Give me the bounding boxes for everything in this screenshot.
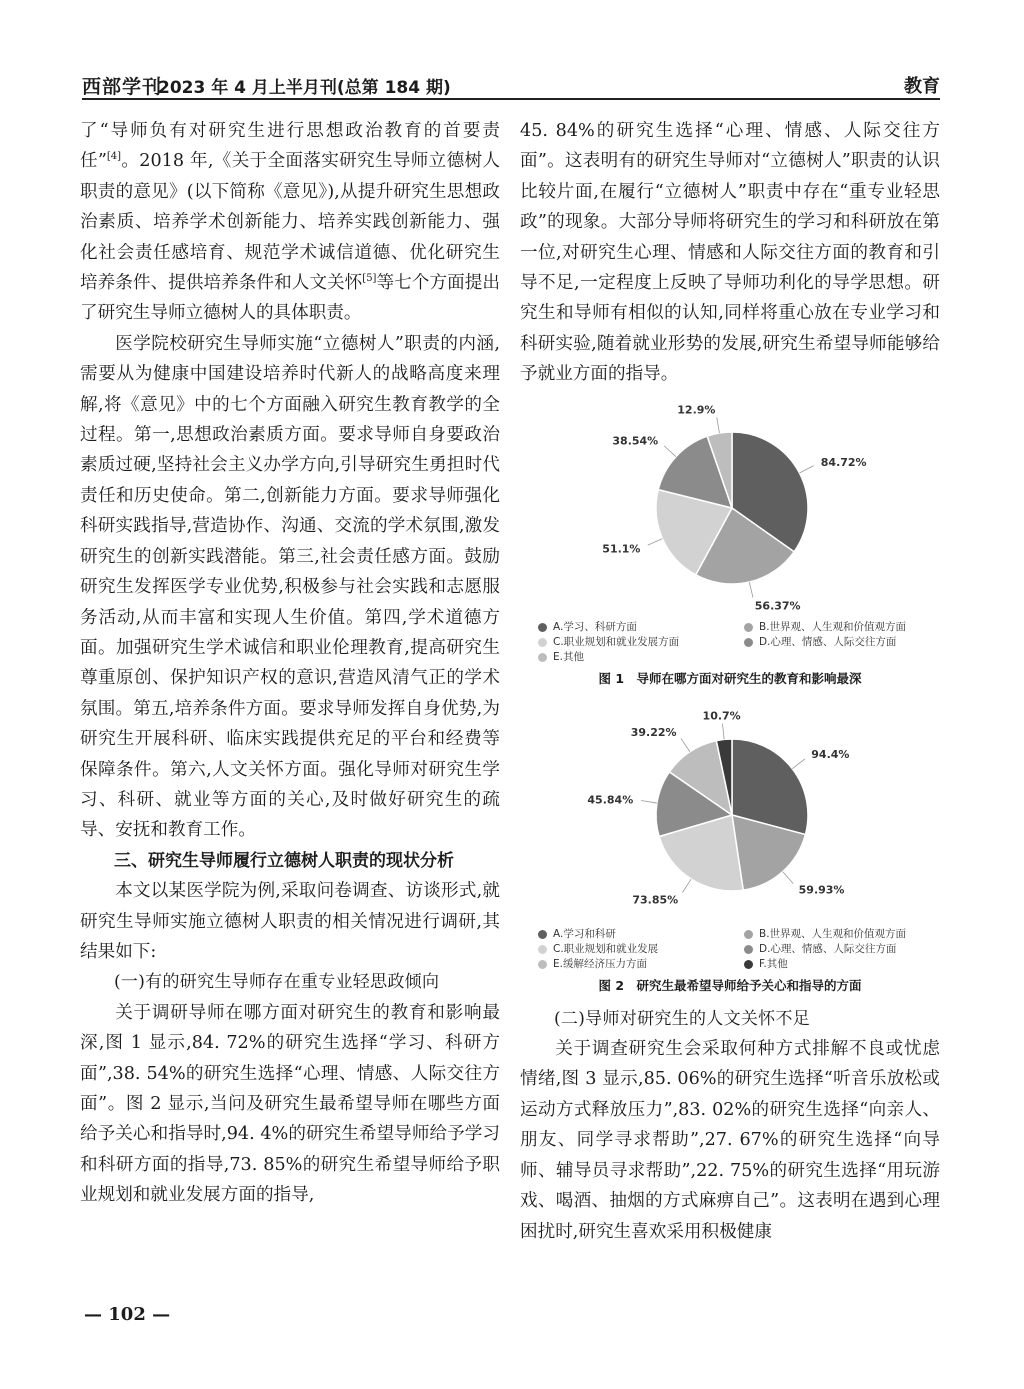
right-column <box>520 116 940 1247</box>
paragraph: 关于调研导师在哪方面对研究生的教育和影响最深,图 1 显示,84. 72%的研究生选择“学习、科研方面”,38. 54%的研究生选择“心理、情感、人际交往方面”。图 2 显示,当问及研究生最希望导师在哪些方面给予关心和指导时,94. 4%的研究生希望导师给予学习和科研方面的指导,73. 85%的研究生希望导师给予职业规划和就业发展方面的指导, <box>80 1002 500 1206</box>
legend-label: C.职业规划和就业发展 <box>553 942 659 955</box>
legend-item <box>538 942 734 957</box>
paragraph: 本文以某医学院为例,采取问卷调查、访谈形式,就研究生导师实施立德树人职责的相关情况进行调研,其结果如下: <box>80 881 500 962</box>
leader-line <box>681 738 690 751</box>
legend-label: B.世界观、人生观和价值观方面 <box>759 620 907 633</box>
legend-item <box>538 957 734 972</box>
legend-item <box>538 927 734 942</box>
pie-value-label: 39.22% <box>630 725 677 739</box>
leader-line <box>783 871 794 883</box>
legend-label: A.学习、科研方面 <box>553 620 637 633</box>
subsection-heading: (一)有的研究生导师存在重专业轻思政倾向 <box>114 972 440 993</box>
issue-info: 2023 年 4 月上半月刊(总第 184 期) <box>158 78 451 98</box>
pie-value-label: 45.84% <box>587 792 634 806</box>
legend-item <box>744 927 940 942</box>
legend-swatch-icon <box>744 638 753 647</box>
pie-chart-2 <box>520 697 940 927</box>
legend-item <box>744 942 940 957</box>
paragraph: 45. 84%的研究生选择“心理、情感、人际交往方面”。这表明有的研究生导师对“立德树人”职责的认识比较片面,在履行“立德树人”职责中存在“重专业轻思政”的现象。大部分导师将研究生的学习和科研放在第一位,对研究生心理、情感和人际交往方面的教育和引导不足,一定程度上反映了导师功利化的导学思想。研究生和导师有相似的认知,同样将重心放在专业学习和科研实验,随着就业形势的发展,研究生希望导师能够给予就业方面的指导。 <box>520 121 940 385</box>
legend-label: F.其他 <box>759 957 788 970</box>
leader-line <box>717 417 720 433</box>
legend-swatch-icon <box>538 960 547 969</box>
leader-line <box>722 723 724 739</box>
subsection-heading: (二)导师对研究生的人文关怀不足 <box>554 1008 811 1029</box>
page-header <box>82 72 940 100</box>
section-name: 教育 <box>904 76 940 97</box>
leader-line <box>683 879 692 892</box>
figure-1 <box>520 390 940 689</box>
citation: [5] <box>362 273 377 285</box>
chart-legend-2 <box>520 927 940 972</box>
pie-value-label: 12.9% <box>677 403 716 417</box>
paragraph: 医学院校研究生导师实施“立德树人”职责的内涵,需要从为健康中国建设培养时代新人的战略高度来理解,将《意见》中的七个方面融入研究生教育教学的全过程。第一,思想政治素质方面。要求导师自身要政治素质过硬,坚持社会主义办学方向,引导研究生勇担时代责任和历史使命。第二,创新能力方面。要求导师强化科研实践指导,营造协作、沟通、交流的学术氛围,激发研究生的创新实践潜能。第三,社会责任感方面。鼓励研究生发挥医学专业优势,积极参与社会实践和志愿服务活动,从而丰富和实现人生价值。第四,学术道德方面。加强研究生学术诚信和职业伦理教育,提高研究生尊重原创、保护知识产权的意识,营造风清气正的学术氛围。第五,培养条件方面。要求导师发挥自身优势,为研究生开展科研、临床实践提供充足的平台和经费等保障条件。第六,人文关怀方面。强化导师对研究生学习、科研、就业等方面的关心,及时做好研究生的疏导、安抚和教育工作。 <box>80 333 500 841</box>
legend-label: E.其他 <box>553 650 584 663</box>
legend-item <box>538 650 734 665</box>
pie-value-label: 94.4% <box>811 747 850 761</box>
left-column <box>80 116 500 1211</box>
legend-label: B.世界观、人生观和价值观方面 <box>759 927 907 940</box>
page-number: — 102 — <box>84 1304 171 1325</box>
legend-swatch-icon <box>744 960 753 969</box>
pie-chart-1 <box>520 390 940 620</box>
figure-caption: 图 1 导师在哪方面对研究生的教育和影响最深 <box>598 670 862 686</box>
pie-value-label: 84.72% <box>820 455 867 469</box>
legend-swatch-icon <box>744 945 753 954</box>
chart-legend-1 <box>520 620 940 665</box>
legend-label: E.缓解经济压力方面 <box>553 957 647 970</box>
pie-value-label: 10.7% <box>702 709 741 723</box>
leader-line <box>664 446 676 457</box>
pie-value-label: 59.93% <box>798 883 845 897</box>
leader-line <box>641 800 657 803</box>
legend-swatch-icon <box>538 623 547 632</box>
legend-label: A.学习和科研 <box>553 927 616 940</box>
leader-line <box>799 465 813 472</box>
legend-label: D.心理、情感、人际交往方面 <box>759 635 897 648</box>
citation: [4] <box>106 151 122 163</box>
pie-value-label: 38.54% <box>612 434 659 448</box>
section-heading: 三、研究生导师履行立德树人职责的现状分析 <box>114 850 454 871</box>
leader-line <box>648 538 663 544</box>
legend-item <box>538 620 734 635</box>
pie-value-label: 56.37% <box>754 599 801 613</box>
figure-caption: 图 2 研究生最希望导师给予关心和指导的方面 <box>598 977 862 993</box>
leader-line <box>749 582 753 598</box>
paragraph: 了“导师负有对研究生进行思想政治教育的首要责任”[4]。2018 年,《关于全面落实研究生导师立德树人职责的意见》(以下简称《意见》),从提升研究生思想政治素质、培养学术创新能力、培养实践创新能力、强化社会责任感培育、规范学术诚信道德、优化研究生培养条件、提供培养条件和人文关怀[5]等七个方面提出了研究生导师立德树人的具体职责。 <box>80 121 500 324</box>
legend-swatch-icon <box>538 638 547 647</box>
legend-swatch-icon <box>744 623 753 632</box>
legend-label: D.心理、情感、人际交往方面 <box>759 942 897 955</box>
legend-swatch-icon <box>538 653 547 662</box>
pie-value-label: 51.1% <box>602 541 641 555</box>
legend-item <box>744 620 940 635</box>
legend-item <box>744 957 940 972</box>
pie-value-label: 73.85% <box>632 892 679 906</box>
legend-item <box>538 635 734 650</box>
legend-swatch-icon <box>538 945 547 954</box>
journal-logo: 西部学刊 <box>82 76 163 98</box>
legend-swatch-icon <box>744 930 753 939</box>
paragraph: 关于调查研究生会采取何种方式排解不良或忧虑情绪,图 3 显示,85. 06%的研究生选择“听音乐放松或运动方式释放压力”,83. 02%的研究生选择“向亲人、朋友、同学寻求帮助”,27. 67%的研究生选择“向导师、辅导员寻求帮助”,22. 75%的研究生选择“用玩游戏、喝酒、抽烟的方式麻痹自己”。这表明在遇到心理困扰时,研究生喜欢采用积极健康 <box>520 1039 940 1242</box>
legend-label: C.职业规划和就业发展方面 <box>553 635 680 648</box>
leader-line <box>792 759 805 769</box>
legend-swatch-icon <box>538 930 547 939</box>
legend-item <box>744 635 940 650</box>
figure-2 <box>520 697 940 996</box>
